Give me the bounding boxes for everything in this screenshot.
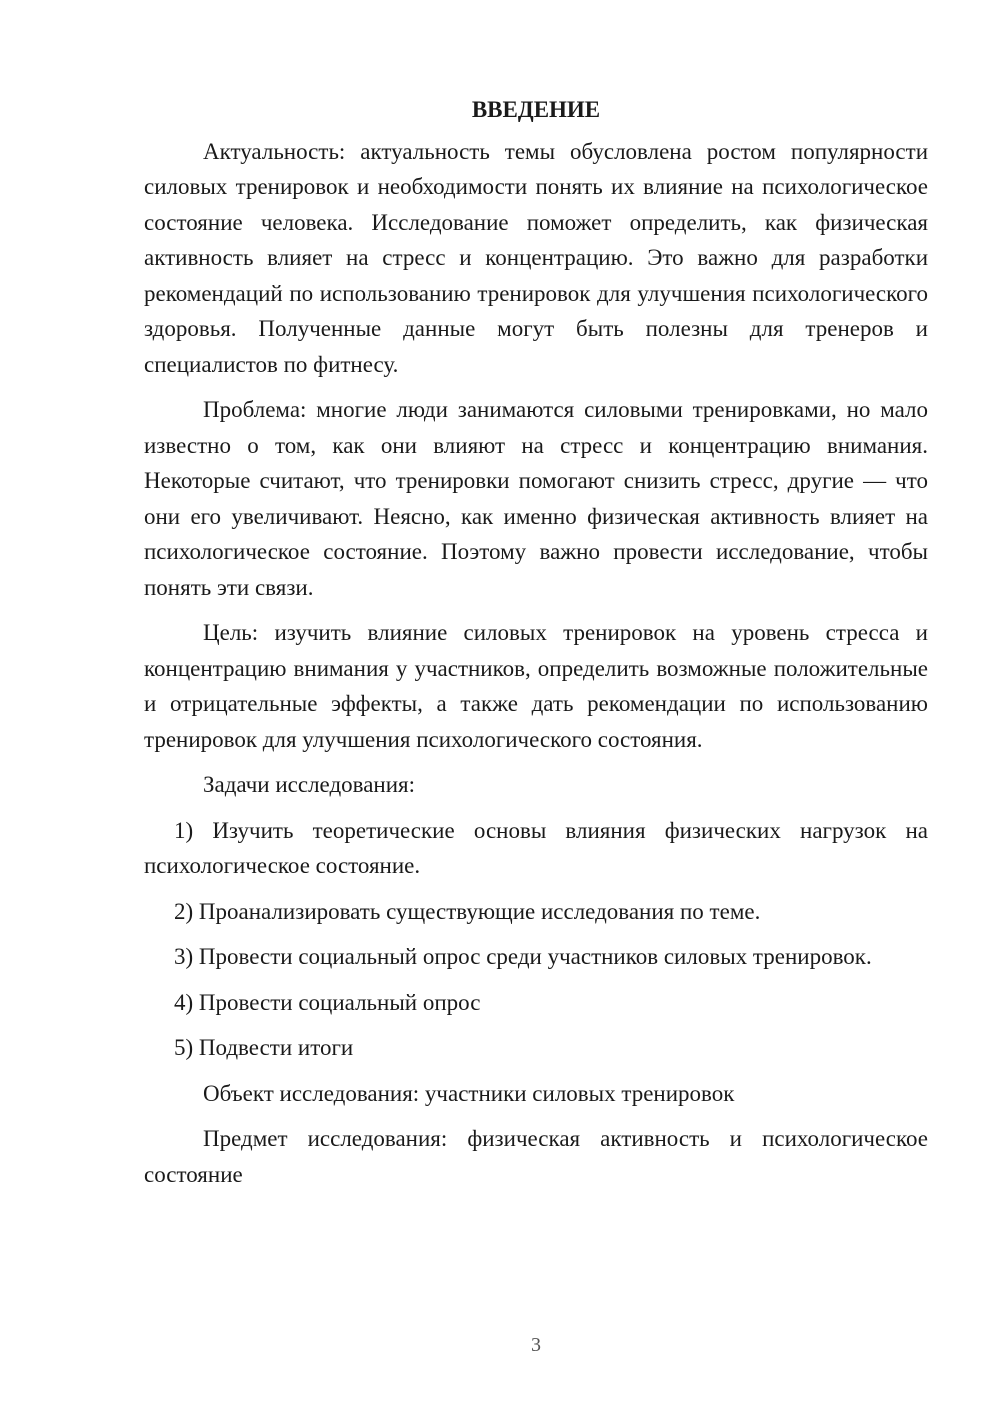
paragraph-problem: Проблема: многие люди занимаются силовыми тренировками, но мало известно о том, как они влияют на стресс и концентрацию внимания. Некоторые считают, что тренировки помогают снизить стресс, другие — что они его увеличивают. Неясно, как именно физическая активность влияет на психологическое состояние. Поэтому важно провести исследование, чтобы понять эти связи.: [144, 397, 928, 600]
page-content: [144, 92, 928, 1202]
research-subject: Предмет исследования: физическая активность и психологическое состояние: [144, 1126, 928, 1187]
task-item: 5) Подвести итоги: [174, 1035, 354, 1060]
page-number: 3: [531, 1334, 541, 1356]
task-item: 3) Провести социальный опрос среди участников силовых тренировок.: [174, 944, 872, 969]
tasks-title: Задачи исследования:: [203, 772, 416, 797]
research-object: Объект исследования: участники силовых тренировок: [203, 1080, 735, 1106]
paragraph-relevance: Актуальность: актуальность темы обусловлена ростом популярности силовых тренировок и необходимости понять их влияние на психологическое состояние человека. Исследование поможет определить, как физическая активность влияет на стресс и концентрацию. Это важно для разработки рекомендаций по использованию тренировок для улучшения психологического здоровья. Полученные данные могут быть полезны для тренеров и специалистов по фитнесу.: [144, 138, 928, 377]
task-item: 4) Провести социальный опрос: [174, 989, 481, 1015]
section-heading: ВВЕДЕНИЕ: [471, 97, 601, 122]
paragraph-goal: Цель: изучить влияние силовых тренировок на уровень стресса и концентрацию внимания у участников, определить возможные положительные и отрицательные эффекты, а также дать рекомендации по использованию тренировок для улучшения психологического состояния.: [144, 620, 928, 752]
task-item: 1) Изучить теоретические основы влияния физических нагрузок на психологическое состояние.: [144, 817, 928, 878]
task-item: 2) Проанализировать существующие исследования по теме.: [174, 898, 761, 924]
